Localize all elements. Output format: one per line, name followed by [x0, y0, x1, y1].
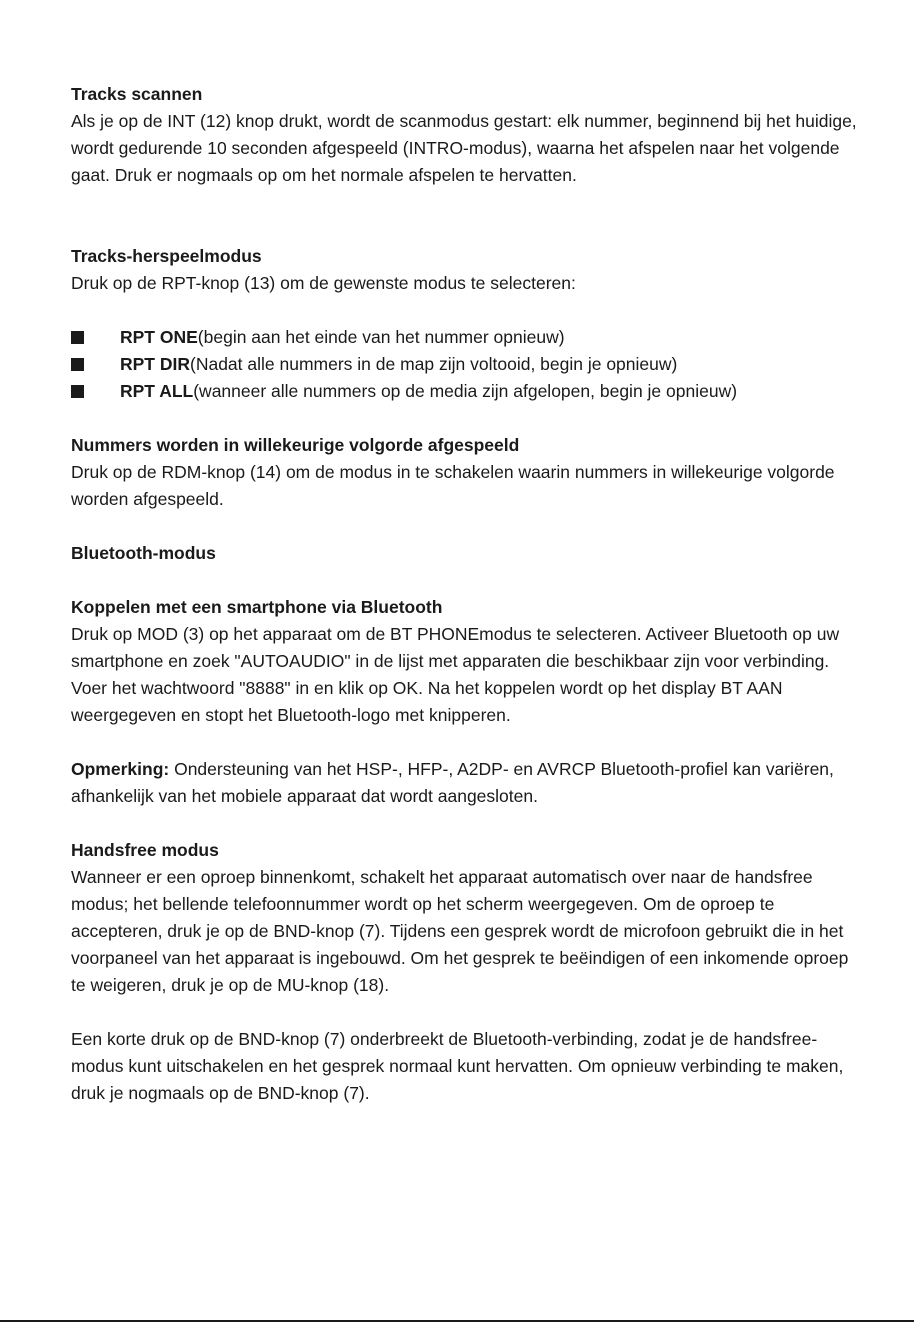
list-item — [71, 351, 861, 378]
spacer — [71, 189, 861, 243]
spacer — [71, 405, 861, 432]
spacer — [71, 810, 861, 837]
page-bottom-rule — [0, 1320, 914, 1322]
square-bullet-icon — [71, 331, 84, 344]
document-page — [71, 81, 861, 1107]
list-item-desc: (begin aan het einde van het nummer opnieuw) — [197, 327, 565, 347]
heading-handsfree-modus: Handsfree modus — [71, 840, 219, 860]
paragraph-willekeurige-volgorde: Druk op de RDM-knop (14) om de modus in te schakelen waarin nummers in willekeurige volgorde worden afgespeeld. — [71, 462, 835, 509]
spacer — [71, 729, 861, 756]
list-item-term: RPT DIR — [120, 354, 190, 374]
note-label: Opmerking: — [71, 759, 170, 779]
heading-bluetooth-modus: Bluetooth-modus — [71, 543, 216, 563]
spacer — [71, 513, 861, 540]
list-item-term: RPT ALL — [120, 381, 194, 401]
list-item — [71, 378, 861, 405]
heading-tracks-scannen: Tracks scannen — [71, 84, 203, 104]
spacer — [71, 999, 861, 1026]
list-item-desc: (Nadat alle nummers in de map zijn voltooid, begin je opnieuw) — [190, 354, 678, 374]
heading-willekeurige-volgorde: Nummers worden in willekeurige volgorde afgespeeld — [71, 435, 520, 455]
square-bullet-icon — [71, 385, 84, 398]
spacer — [71, 297, 861, 324]
list-item-term: RPT ONE — [120, 327, 198, 347]
repeat-mode-list — [71, 324, 861, 405]
paragraph-tracks-scannen: Als je op de INT (12) knop drukt, wordt de scanmodus gestart: elk nummer, beginnend bij het huidige, wordt gedurende 10 seconden afgespeeld (INTRO-modus), waarna het afspelen naar het volgende gaat. Druk er nogmaals op om het normale afspelen te hervatten. — [71, 111, 857, 185]
spacer — [71, 567, 861, 594]
heading-tracks-herspeelmodus: Tracks-herspeelmodus — [71, 246, 262, 266]
paragraph-koppelen: Druk op MOD (3) op het apparaat om de BT PHONEmodus te selecteren. Activeer Bluetooth op uw smartphone en zoek "AUTOAUDIO" in de lijst met apparaten die beschikbaar zijn voor verbinding. Voer het wachtwoord "8888" in en klik op OK. Na het koppelen wordt op het display BT AAN weergegeven en stopt het Bluetooth-logo met knipperen. — [71, 624, 840, 725]
paragraph-handsfree-2: Een korte druk op de BND-knop (7) onderbreekt de Bluetooth-verbinding, zodat je de handsfree-modus kunt uitschakelen en het gesprek normaal kunt hervatten. Om opnieuw verbinding te maken, druk je nogmaals op de BND-knop (7). — [71, 1029, 844, 1103]
list-item-desc: (wanneer alle nummers op de media zijn afgelopen, begin je opnieuw) — [193, 381, 738, 401]
heading-koppelen: Koppelen met een smartphone via Bluetooth — [71, 597, 443, 617]
note-paragraph — [71, 756, 861, 810]
square-bullet-icon — [71, 358, 84, 371]
paragraph-tracks-herspeelmodus: Druk op de RPT-knop (13) om de gewenste modus te selecteren: — [71, 273, 576, 293]
paragraph-handsfree-1: Wanneer er een oproep binnenkomt, schakelt het apparaat automatisch over naar de handsfree modus; het bellende telefoonnummer wordt op het scherm weergegeven. Om de oproep te accepteren, druk je op de BND-knop (7). Tijdens een gesprek wordt de microfoon gebruikt die in het voorpaneel van het apparaat is ingebouwd. Om het gesprek te beëindigen of een inkomende oproep te weigeren, druk je op de MU-knop (18). — [71, 867, 849, 995]
list-item — [71, 324, 861, 351]
note-body: Ondersteuning van het HSP-, HFP-, A2DP- en AVRCP Bluetooth-profiel kan variëren, afhankelijk van het mobiele apparaat dat wordt aangesloten. — [71, 759, 834, 806]
